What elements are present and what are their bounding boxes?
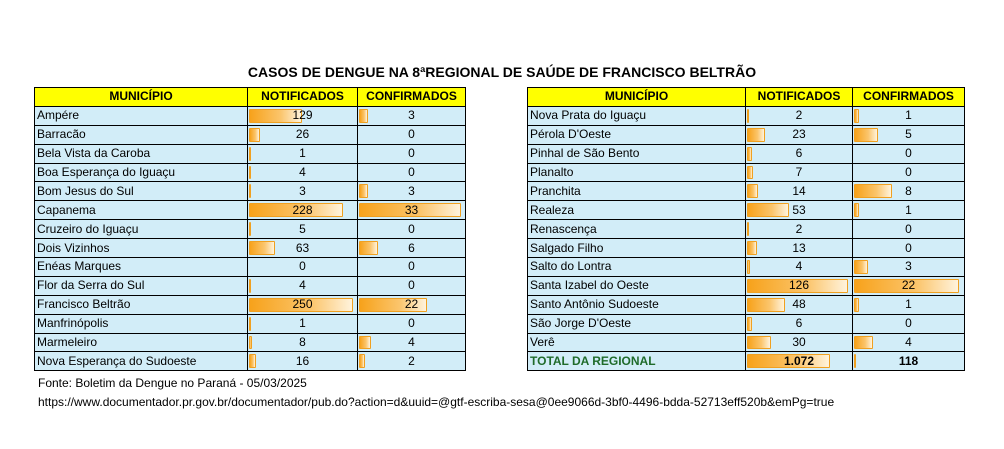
notificados-cell <box>248 182 358 201</box>
municipio-cell: Marmeleiro <box>35 333 248 352</box>
total-row <box>528 352 965 371</box>
confirmados-cell <box>853 276 965 295</box>
confirmados-value: 0 <box>408 127 415 142</box>
notificados-data-bar <box>747 184 758 198</box>
header-notificados: NOTIFICADOS <box>746 88 853 107</box>
municipio-cell: Dois Vizinhos <box>35 239 248 258</box>
header-notificados: NOTIFICADOS <box>248 88 358 107</box>
notificados-data-bar <box>747 241 757 255</box>
confirmados-value: 22 <box>404 297 419 312</box>
confirmados-value: 0 <box>905 240 912 255</box>
confirmados-cell <box>853 163 965 182</box>
notificados-value: 6 <box>795 316 803 331</box>
table-row <box>35 239 466 258</box>
confirmados-value: 0 <box>408 259 415 274</box>
municipio-cell: Boa Esperança do Iguaçu <box>35 163 248 182</box>
notificados-cell <box>248 125 358 144</box>
confirmados-value: 0 <box>408 316 415 331</box>
table-row <box>35 201 466 220</box>
source-url[interactable]: https://www.documentador.pr.gov.br/documentador/pub.do?action=d&uuid=@gtf-escriba-sesa@0ee9066d-3bf0-4496-bdda-52713eff520b&emPg=true <box>38 395 835 409</box>
confirmados-value: 3 <box>408 108 415 123</box>
table-row <box>528 125 965 144</box>
table-row <box>528 314 965 333</box>
notificados-cell <box>248 144 358 163</box>
notificados-value: 6 <box>795 146 803 161</box>
municipio-cell: Salgado Filho <box>528 239 746 258</box>
confirmados-cell <box>358 201 466 220</box>
notificados-cell <box>248 201 358 220</box>
notificados-cell <box>746 258 853 277</box>
notificados-data-bar <box>249 317 251 331</box>
table-row <box>35 106 466 125</box>
notificados-value: 1 <box>299 146 306 161</box>
municipio-cell: Nova Prata do Iguaçu <box>528 106 746 125</box>
header-confirmados: CONFIRMADOS <box>853 88 965 107</box>
confirmados-cell <box>358 163 466 182</box>
table-row <box>35 352 466 371</box>
notificados-value: 2 <box>795 108 803 123</box>
notificados-value: 14 <box>792 183 806 198</box>
confirmados-value: 22 <box>901 278 916 293</box>
table-row <box>35 333 466 352</box>
notificados-cell <box>746 352 853 371</box>
municipio-cell: São Jorge D'Oeste <box>528 314 746 333</box>
notificados-data-bar <box>249 354 256 368</box>
table-row <box>528 106 965 125</box>
header-confirmados: CONFIRMADOS <box>358 88 466 107</box>
notificados-cell <box>248 163 358 182</box>
page-title: CASOS DE DENGUE NA 8ªREGIONAL DE SAÚDE DE FRANCISCO BELTRÃO <box>247 64 757 80</box>
confirmados-value: 0 <box>408 278 415 293</box>
notificados-data-bar <box>249 222 251 236</box>
notificados-cell <box>746 239 853 258</box>
confirmados-data-bar <box>854 336 873 350</box>
notificados-data-bar <box>747 317 752 331</box>
confirmados-data-bar <box>854 128 878 142</box>
notificados-data-bar <box>249 241 275 255</box>
notificados-cell <box>746 201 853 220</box>
confirmados-cell <box>853 352 965 371</box>
notificados-data-bar <box>249 147 251 161</box>
notificados-cell <box>248 276 358 295</box>
header-row <box>35 88 466 107</box>
table-row <box>35 258 466 277</box>
notificados-value: 2 <box>795 221 803 236</box>
confirmados-value: 0 <box>905 221 912 236</box>
notificados-value: 5 <box>299 221 306 236</box>
municipio-cell: TOTAL DA REGIONAL <box>528 352 746 371</box>
notificados-data-bar <box>249 128 260 142</box>
confirmados-value: 0 <box>408 146 415 161</box>
table-row <box>35 182 466 201</box>
notificados-data-bar <box>747 203 789 217</box>
notificados-data-bar <box>747 336 771 350</box>
confirmados-value: 33 <box>404 202 419 217</box>
confirmados-cell <box>853 220 965 239</box>
confirmados-value: 0 <box>408 165 415 179</box>
notificados-data-bar <box>249 279 251 293</box>
notificados-data-bar <box>747 166 753 180</box>
table-row <box>528 258 965 277</box>
municipio-cell: Capanema <box>35 201 248 220</box>
notificados-cell <box>746 333 853 352</box>
notificados-value: 250 <box>292 297 313 312</box>
source-note: Fonte: Boletim da Dengue no Paraná - 05/03/2025 <box>38 376 307 390</box>
table-row <box>35 125 466 144</box>
table-row <box>528 163 965 182</box>
confirmados-value: 1 <box>905 108 912 123</box>
notificados-cell <box>248 295 358 314</box>
notificados-value: 1 <box>299 316 306 331</box>
confirmados-cell <box>853 314 965 333</box>
confirmados-cell <box>853 144 965 163</box>
notificados-value: 4 <box>299 165 306 179</box>
confirmados-value: 8 <box>905 183 912 198</box>
notificados-data-bar <box>747 260 750 274</box>
municipio-cell: Manfrinópolis <box>35 314 248 333</box>
notificados-cell <box>746 125 853 144</box>
municipio-cell: Francisco Beltrão <box>35 295 248 314</box>
confirmados-value: 4 <box>905 335 912 350</box>
municipio-cell: Salto do Lontra <box>528 258 746 277</box>
confirmados-cell <box>358 295 466 314</box>
notificados-value: 1.072 <box>783 353 815 368</box>
confirmados-cell <box>358 276 466 295</box>
notificados-value: 23 <box>792 127 806 142</box>
notificados-value: 228 <box>292 202 313 217</box>
confirmados-cell <box>358 106 466 125</box>
confirmados-cell <box>358 125 466 144</box>
notificados-cell <box>248 106 358 125</box>
header-municipio: MUNICÍPIO <box>35 88 248 107</box>
notificados-value: 4 <box>299 278 306 293</box>
notificados-value: 129 <box>292 108 313 123</box>
municipio-cell: Enéas Marques <box>35 258 248 277</box>
notificados-cell <box>746 276 853 295</box>
table-row <box>528 333 965 352</box>
confirmados-cell <box>358 314 466 333</box>
table-row <box>528 182 965 201</box>
notificados-cell <box>248 258 358 277</box>
notificados-cell <box>746 106 853 125</box>
confirmados-data-bar <box>359 354 365 368</box>
table-row <box>35 295 466 314</box>
municipio-cell: Renascença <box>528 220 746 239</box>
municipio-cell: Cruzeiro do Iguaçu <box>35 220 248 239</box>
confirmados-value: 3 <box>905 259 912 274</box>
confirmados-cell <box>853 201 965 220</box>
notificados-value: 53 <box>792 202 806 217</box>
header-municipio: MUNICÍPIO <box>528 88 746 107</box>
confirmados-cell <box>853 106 965 125</box>
confirmados-cell <box>853 125 965 144</box>
notificados-value: 126 <box>788 278 810 293</box>
confirmados-value: 0 <box>905 165 912 179</box>
left-table <box>34 87 466 371</box>
municipio-cell: Bom Jesus do Sul <box>35 182 248 201</box>
notificados-cell <box>746 144 853 163</box>
confirmados-cell <box>358 144 466 163</box>
notificados-data-bar <box>747 298 785 312</box>
confirmados-data-bar <box>359 241 378 255</box>
right-table <box>527 87 965 371</box>
confirmados-data-bar <box>854 260 868 274</box>
table-row <box>35 314 466 333</box>
notificados-cell <box>746 220 853 239</box>
notificados-data-bar <box>747 128 765 142</box>
table-row <box>35 220 466 239</box>
notificados-data-bar <box>747 222 749 236</box>
notificados-value: 4 <box>795 259 803 274</box>
municipio-cell: Verê <box>528 333 746 352</box>
notificados-value: 7 <box>795 165 803 179</box>
municipio-cell: Santo Antônio Sudoeste <box>528 295 746 314</box>
notificados-cell <box>746 295 853 314</box>
notificados-value: 63 <box>295 240 310 255</box>
header-row <box>528 88 965 107</box>
municipio-cell: Flor da Serra do Sul <box>35 276 248 295</box>
table-row <box>528 144 965 163</box>
municipio-cell: Pérola D'Oeste <box>528 125 746 144</box>
notificados-data-bar <box>249 166 251 180</box>
municipio-cell: Pinhal de São Bento <box>528 144 746 163</box>
municipio-cell: Bela Vista da Caroba <box>35 144 248 163</box>
notificados-value: 30 <box>792 335 806 350</box>
notificados-cell <box>746 182 853 201</box>
notificados-cell <box>746 314 853 333</box>
municipio-cell: Barracão <box>35 125 248 144</box>
confirmados-data-bar <box>854 298 859 312</box>
notificados-data-bar <box>747 109 749 123</box>
notificados-cell <box>248 314 358 333</box>
notificados-value: 16 <box>295 353 310 368</box>
table-row <box>35 163 466 182</box>
notificados-value: 13 <box>792 240 806 255</box>
confirmados-value: 3 <box>408 183 415 198</box>
confirmados-cell <box>853 182 965 201</box>
confirmados-cell <box>358 239 466 258</box>
confirmados-cell <box>358 352 466 371</box>
notificados-data-bar <box>249 184 251 198</box>
confirmados-value: 5 <box>905 127 912 142</box>
municipio-cell: Pranchita <box>528 182 746 201</box>
confirmados-data-bar <box>359 109 368 123</box>
confirmados-data-bar <box>359 184 368 198</box>
confirmados-data-bar <box>854 184 892 198</box>
confirmados-value: 118 <box>898 353 919 368</box>
notificados-cell <box>248 239 358 258</box>
confirmados-value: 2 <box>408 353 415 368</box>
confirmados-cell <box>853 239 965 258</box>
table-row <box>528 276 965 295</box>
table-row <box>528 220 965 239</box>
confirmados-value: 4 <box>408 335 415 350</box>
table-row <box>528 201 965 220</box>
notificados-value: 26 <box>295 127 310 142</box>
confirmados-data-bar <box>854 203 859 217</box>
confirmados-cell <box>853 295 965 314</box>
confirmados-value: 1 <box>905 297 912 312</box>
notificados-cell <box>248 333 358 352</box>
notificados-value: 0 <box>299 259 306 274</box>
notificados-cell <box>248 220 358 239</box>
notificados-value: 3 <box>299 183 306 198</box>
confirmados-data-bar <box>359 336 371 350</box>
confirmados-cell <box>358 258 466 277</box>
notificados-data-bar <box>249 336 252 350</box>
confirmados-value: 0 <box>408 221 415 236</box>
confirmados-cell <box>358 182 466 201</box>
confirmados-value: 1 <box>905 202 912 217</box>
table-row <box>528 239 965 258</box>
municipio-cell: Realeza <box>528 201 746 220</box>
confirmados-cell <box>358 333 466 352</box>
table-row <box>528 295 965 314</box>
municipio-cell: Santa Izabel do Oeste <box>528 276 746 295</box>
confirmados-data-bar <box>854 109 859 123</box>
confirmados-cell <box>358 220 466 239</box>
confirmados-cell <box>853 333 965 352</box>
notificados-data-bar <box>747 147 752 161</box>
municipio-cell: Planalto <box>528 163 746 182</box>
confirmados-cell <box>853 258 965 277</box>
notificados-value: 8 <box>299 335 306 350</box>
municipio-cell: Nova Esperança do Sudoeste <box>35 352 248 371</box>
municipio-cell: Ampére <box>35 106 248 125</box>
table-row <box>35 144 466 163</box>
notificados-value: 48 <box>792 297 806 312</box>
confirmados-value: 0 <box>905 316 912 331</box>
table-row <box>35 276 466 295</box>
notificados-cell <box>248 352 358 371</box>
notificados-cell <box>746 163 853 182</box>
confirmados-value: 0 <box>905 146 912 161</box>
confirmados-value: 6 <box>408 240 415 255</box>
confirmados-data-bar <box>854 354 856 368</box>
